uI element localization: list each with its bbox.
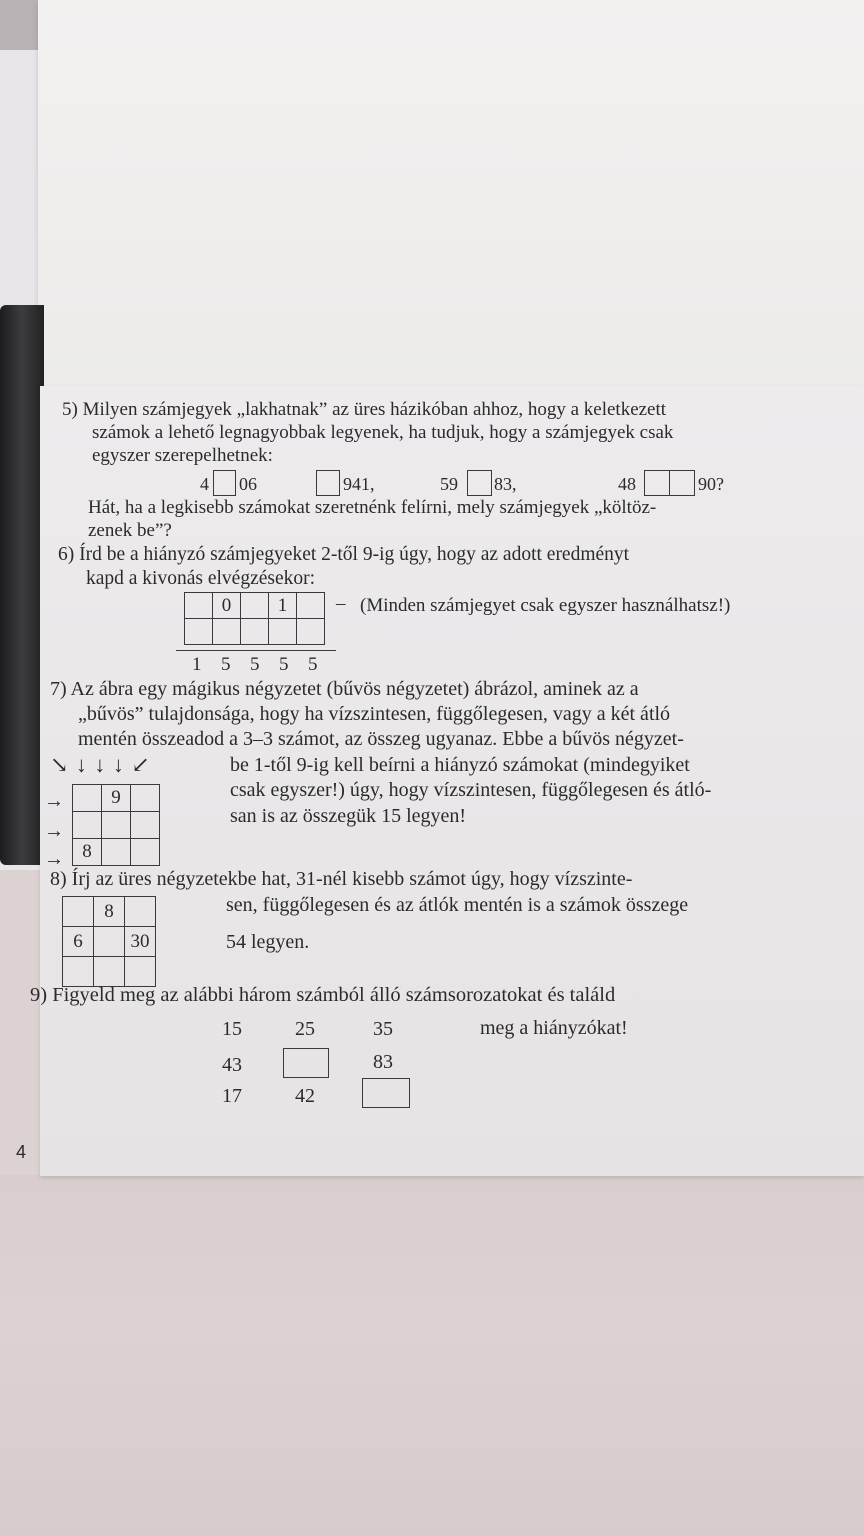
sequence-number: 35 [373, 1018, 393, 1040]
sum-square-cell[interactable] [125, 897, 156, 927]
diagonal-arrows: ↘ ↓ ↓ ↓ ↙ [50, 752, 151, 777]
answer-box[interactable] [467, 470, 492, 496]
sequence-number: 83 [373, 1051, 393, 1073]
answer-box[interactable] [362, 1078, 410, 1108]
task5-number1-prefix: 4 [200, 474, 209, 494]
task5-number4-suffix: 90? [698, 474, 724, 494]
magic-square-cell[interactable] [102, 839, 131, 866]
magic-square-cell[interactable] [73, 785, 102, 812]
subtraction-cell[interactable] [213, 619, 241, 645]
task7-line5: csak egyszer!) úgy, hogy vízszintesen, függőlegesen és átló- [230, 779, 712, 801]
answer-box[interactable] [669, 470, 695, 496]
sum-square-cell[interactable] [63, 957, 94, 987]
task5-number2-suffix: 941, [343, 474, 375, 494]
task6-line1: 6) Írd be a hiányzó számjegyeket 2-től 9-ig úgy, hogy az adott eredményt [58, 544, 630, 565]
sum-square-cell[interactable] [94, 927, 125, 957]
right-arrow: → [44, 848, 64, 870]
task5-number3-suffix: 83, [494, 474, 517, 494]
subtraction-cell: 1 [269, 593, 297, 619]
task5-number1-suffix: 06 [239, 474, 257, 494]
sequence-number: 25 [295, 1018, 315, 1040]
subtraction-grid [184, 592, 325, 645]
subtraction-cell[interactable] [297, 593, 325, 619]
task5-number4-prefix: 48 [618, 474, 636, 494]
result-digit: 5 [221, 654, 231, 675]
workbook-page [16, 386, 864, 1176]
task6-line2: kapd a kivonás elvégzésekor: [86, 568, 316, 589]
task7-line4: be 1-től 9-ig kell beírni a hiányzó számokat (mindegyiket [230, 754, 690, 776]
minus-sign: – [336, 593, 346, 614]
task7-line3: mentén összeadod a 3–3 számot, az összeg ugyanaz. Ebbe a bűvös négyzet- [78, 728, 684, 750]
magic-square-cell[interactable] [102, 812, 131, 839]
subtraction-cell[interactable] [269, 619, 297, 645]
task5-line5: zenek be”? [88, 520, 172, 541]
task5-line1: 5) Milyen számjegyek „lakhatnak” az üres házikóban ahhoz, hogy a keletkezett [62, 399, 667, 420]
sequence-number: 42 [295, 1085, 315, 1107]
answer-box[interactable] [644, 470, 670, 496]
task8-line3: 54 legyen. [226, 931, 310, 953]
sum-square-cell: 6 [63, 927, 94, 957]
sum-square-cell[interactable] [94, 957, 125, 987]
subtraction-cell: 0 [213, 593, 241, 619]
task7-line6: san is az összegük 15 legyen! [230, 805, 467, 827]
subtraction-cell[interactable] [241, 619, 269, 645]
result-line [176, 650, 336, 651]
sum-square-cell[interactable] [125, 957, 156, 987]
result-digit: 5 [279, 654, 289, 675]
task9-line2: meg a hiányzókat! [480, 1017, 628, 1039]
result-digit: 5 [308, 654, 318, 675]
result-digit: 5 [250, 654, 260, 675]
task5-line2: számok a lehető legnagyobbak legyenek, ha tudjuk, hogy a számjegyek csak [92, 422, 674, 443]
right-arrow: → [44, 820, 64, 842]
sum-square-cell: 8 [94, 897, 125, 927]
task5-number3-prefix: 59 [440, 474, 458, 494]
sum-square-grid [62, 896, 156, 987]
magic-square-cell[interactable] [131, 839, 160, 866]
folded-cover-page [38, 0, 864, 390]
sum-square-cell: 30 [125, 927, 156, 957]
result-digit: 1 [192, 654, 202, 675]
task8-line2: sen, függőlegesen és az átlók mentén is a számok összege [226, 894, 689, 916]
subtraction-cell[interactable] [185, 593, 213, 619]
binder-clip [0, 305, 44, 865]
magic-square-cell[interactable] [131, 812, 160, 839]
task5-line4: Hát, ha a legkisebb számokat szeretnénk felírni, mely számjegyek „költöz- [88, 497, 657, 518]
answer-box[interactable] [283, 1048, 329, 1078]
page-number: 4 [16, 1142, 27, 1162]
right-arrow: → [44, 790, 64, 812]
sequence-number: 15 [222, 1018, 242, 1040]
subtraction-cell[interactable] [241, 593, 269, 619]
answer-box[interactable] [316, 470, 340, 496]
task6-note: (Minden számjegyet csak egyszer használhatsz!) [360, 595, 731, 616]
subtraction-cell[interactable] [297, 619, 325, 645]
answer-box[interactable] [213, 470, 236, 496]
magic-square-cell[interactable] [73, 812, 102, 839]
task8-line1: 8) Írj az üres négyzetekbe hat, 31-nél kisebb számot úgy, hogy vízszinte- [50, 868, 633, 890]
sequence-number: 43 [222, 1054, 242, 1076]
task7-line2: „bűvös” tulajdonsága, hogy ha vízszintesen, függőlegesen, vagy a két átló [78, 703, 671, 725]
magic-square-cell: 8 [73, 839, 102, 866]
magic-square-cell[interactable] [131, 785, 160, 812]
table-surface [0, 1175, 864, 1536]
task9-line1: 9) Figyeld meg az alábbi három számból álló számsorozatokat és találd [30, 984, 616, 1006]
task7-line1: 7) Az ábra egy mágikus négyzetet (bűvös négyzetet) ábrázol, aminek az a [50, 678, 639, 700]
magic-square-cell: 9 [102, 785, 131, 812]
subtraction-cell[interactable] [185, 619, 213, 645]
task5-line3: egyszer szerepelhetnek: [92, 445, 273, 466]
sequence-number: 17 [222, 1085, 242, 1107]
magic-square-grid [72, 784, 160, 866]
sum-square-cell[interactable] [63, 897, 94, 927]
